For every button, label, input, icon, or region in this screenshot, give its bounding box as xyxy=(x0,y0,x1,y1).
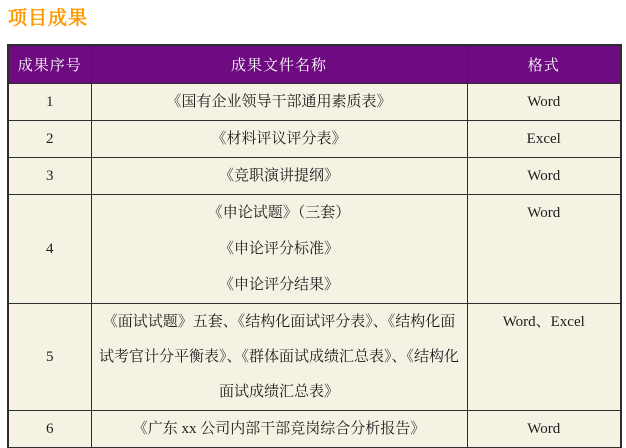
header-cell-format: 格式 xyxy=(467,45,621,84)
file-title: 《面试试题》五套、《结构化面试评分表》、《结构化面试考官计分平衡表》、《群体面试成绩汇总表》、《结构化面试成绩汇总表》 xyxy=(98,313,459,400)
file-name xyxy=(91,411,467,448)
file-format: Word xyxy=(467,411,621,448)
table-row xyxy=(8,84,621,121)
file-format: Word xyxy=(467,158,621,195)
file-title: 《国有企业领导干部通用素质表》 xyxy=(166,94,392,110)
result-no: 4 xyxy=(8,195,91,304)
result-no: 5 xyxy=(8,304,91,411)
result-no: 2 xyxy=(8,121,91,158)
header-cell-result-no: 成果序号 xyxy=(8,45,91,84)
file-name xyxy=(91,195,467,304)
file-title: 《材料评议评分表》 xyxy=(211,131,347,147)
file-name xyxy=(91,84,467,121)
page-title: 项目成果 xyxy=(8,8,89,29)
file-title: 《竞职演讲提纲》 xyxy=(218,168,339,184)
table-row xyxy=(8,411,621,448)
file-format xyxy=(467,195,621,304)
file-format xyxy=(467,304,621,411)
table-row xyxy=(8,158,621,195)
file-title: 《申论试题》（三套） xyxy=(207,205,351,221)
file-format: Word xyxy=(467,84,621,121)
file-title: 《申论评分结果》 xyxy=(218,277,339,293)
results-table xyxy=(7,44,622,448)
result-no: 1 xyxy=(8,84,91,121)
file-format-text: Word xyxy=(527,205,561,221)
table-row xyxy=(8,304,621,411)
file-format-text: Word、Excel xyxy=(502,314,585,330)
header-cell-file-name: 成果文件名称 xyxy=(91,45,467,84)
file-format: Excel xyxy=(467,121,621,158)
table-header-row xyxy=(8,45,621,84)
file-name xyxy=(91,304,467,411)
result-no: 3 xyxy=(8,158,91,195)
file-name xyxy=(91,158,467,195)
file-name xyxy=(91,121,467,158)
table-row xyxy=(8,121,621,158)
result-no: 6 xyxy=(8,411,91,448)
file-title: 《广东 xx 公司内部干部竞岗综合分析报告》 xyxy=(132,421,426,437)
file-title: 《申论评分标准》 xyxy=(218,241,339,257)
table-row xyxy=(8,195,621,304)
